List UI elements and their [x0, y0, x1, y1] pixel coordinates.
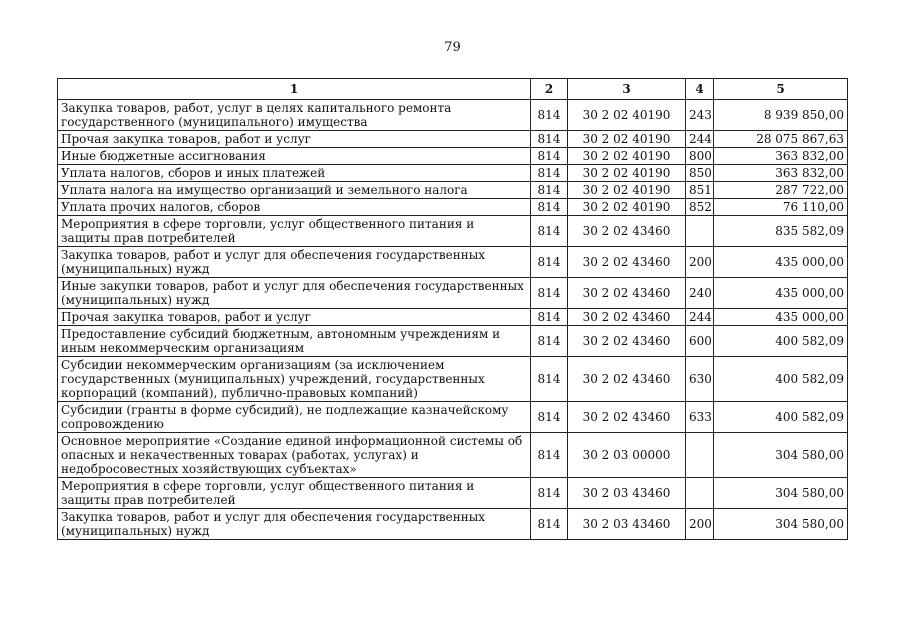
cell-name: Мероприятия в сфере торговли, услуг общественного питания и защиты прав потребителей: [58, 216, 531, 247]
cell-csr: 30 2 02 43460: [568, 402, 686, 433]
table-row: [58, 433, 848, 478]
cell-grbs: 814: [531, 478, 568, 509]
cell-vr: 200: [686, 247, 714, 278]
cell-csr: 30 2 02 43460: [568, 309, 686, 326]
header-col-5: 5: [714, 79, 848, 100]
cell-sum: 304 580,00: [714, 433, 848, 478]
cell-csr: 30 2 03 00000: [568, 433, 686, 478]
cell-grbs: 814: [531, 278, 568, 309]
cell-name: Основное мероприятие «Создание единой информационной системы об опасных и некачественных товарах (работах, услугах) и недобросовестных хозяйствующих субъектах»: [58, 433, 531, 478]
cell-vr: 240: [686, 278, 714, 309]
table-row: [58, 509, 848, 540]
cell-name: Иные закупки товаров, работ и услуг для обеспечения государственных (муниципальных) нужд: [58, 278, 531, 309]
cell-name: Предоставление субсидий бюджетным, автономным учреждениям и иным некоммерческим организациям: [58, 326, 531, 357]
header-col-2: 2: [531, 79, 568, 100]
cell-vr: [686, 216, 714, 247]
cell-csr: 30 2 02 40190: [568, 165, 686, 182]
cell-sum: 363 832,00: [714, 148, 848, 165]
cell-vr: 244: [686, 309, 714, 326]
table-row: [58, 247, 848, 278]
cell-sum: 400 582,09: [714, 326, 848, 357]
header-col-4: 4: [686, 79, 714, 100]
cell-name: Иные бюджетные ассигнования: [58, 148, 531, 165]
cell-name: Уплата налога на имущество организаций и земельного налога: [58, 182, 531, 199]
cell-sum: 287 722,00: [714, 182, 848, 199]
cell-vr: 630: [686, 357, 714, 402]
table-row: [58, 402, 848, 433]
cell-csr: 30 2 02 43460: [568, 278, 686, 309]
cell-grbs: 814: [531, 433, 568, 478]
table-body: [58, 100, 848, 540]
cell-csr: 30 2 02 43460: [568, 357, 686, 402]
cell-csr: 30 2 02 40190: [568, 148, 686, 165]
cell-sum: 28 075 867,63: [714, 131, 848, 148]
cell-name: Мероприятия в сфере торговли, услуг общественного питания и защиты прав потребителей: [58, 478, 531, 509]
table-row: [58, 326, 848, 357]
table-row: [58, 199, 848, 216]
table-row: [58, 478, 848, 509]
cell-grbs: 814: [531, 509, 568, 540]
cell-grbs: 814: [531, 326, 568, 357]
cell-name: Прочая закупка товаров, работ и услуг: [58, 131, 531, 148]
header-col-3: 3: [568, 79, 686, 100]
cell-csr: 30 2 02 43460: [568, 326, 686, 357]
table-row: [58, 165, 848, 182]
cell-sum: 304 580,00: [714, 509, 848, 540]
header-col-1: 1: [58, 79, 531, 100]
cell-grbs: 814: [531, 100, 568, 131]
cell-vr: 852: [686, 199, 714, 216]
cell-vr: 850: [686, 165, 714, 182]
cell-csr: 30 2 02 43460: [568, 216, 686, 247]
cell-grbs: 814: [531, 165, 568, 182]
cell-vr: 244: [686, 131, 714, 148]
cell-grbs: 814: [531, 309, 568, 326]
cell-csr: 30 2 02 40190: [568, 131, 686, 148]
cell-grbs: 814: [531, 247, 568, 278]
table-row: [58, 100, 848, 131]
cell-name: Прочая закупка товаров, работ и услуг: [58, 309, 531, 326]
cell-name: Субсидии (гранты в форме субсидий), не подлежащие казначейскому сопровождению: [58, 402, 531, 433]
table-row: [58, 131, 848, 148]
cell-vr: 851: [686, 182, 714, 199]
cell-grbs: 814: [531, 131, 568, 148]
cell-sum: 8 939 850,00: [714, 100, 848, 131]
page-number: 79: [444, 40, 461, 55]
cell-sum: 400 582,09: [714, 357, 848, 402]
cell-sum: 835 582,09: [714, 216, 848, 247]
table-row: [58, 357, 848, 402]
cell-csr: 30 2 02 40190: [568, 199, 686, 216]
cell-vr: [686, 478, 714, 509]
header-row: [58, 79, 848, 100]
cell-name: Уплата прочих налогов, сборов: [58, 199, 531, 216]
cell-sum: 435 000,00: [714, 309, 848, 326]
cell-csr: 30 2 03 43460: [568, 478, 686, 509]
cell-vr: [686, 433, 714, 478]
budget-table: [57, 78, 848, 540]
cell-grbs: 814: [531, 148, 568, 165]
table-row: [58, 278, 848, 309]
cell-vr: 800: [686, 148, 714, 165]
cell-sum: 435 000,00: [714, 247, 848, 278]
cell-name: Закупка товаров, работ и услуг для обеспечения государственных (муниципальных) нужд: [58, 509, 531, 540]
cell-name: Закупка товаров, работ, услуг в целях капитального ремонта государственного (муниципального) имущества: [58, 100, 531, 131]
cell-name: Уплата налогов, сборов и иных платежей: [58, 165, 531, 182]
cell-vr: 200: [686, 509, 714, 540]
cell-csr: 30 2 02 40190: [568, 182, 686, 199]
cell-name: Закупка товаров, работ и услуг для обеспечения государственных (муниципальных) нужд: [58, 247, 531, 278]
cell-sum: 400 582,09: [714, 402, 848, 433]
cell-sum: 76 110,00: [714, 199, 848, 216]
table-row: [58, 182, 848, 199]
cell-csr: 30 2 03 43460: [568, 509, 686, 540]
table-row: [58, 216, 848, 247]
cell-vr: 633: [686, 402, 714, 433]
cell-sum: 363 832,00: [714, 165, 848, 182]
cell-vr: 243: [686, 100, 714, 131]
cell-sum: 304 580,00: [714, 478, 848, 509]
cell-sum: 435 000,00: [714, 278, 848, 309]
table-row: [58, 309, 848, 326]
cell-csr: 30 2 02 43460: [568, 247, 686, 278]
cell-csr: 30 2 02 40190: [568, 100, 686, 131]
cell-vr: 600: [686, 326, 714, 357]
cell-grbs: 814: [531, 182, 568, 199]
table-row: [58, 148, 848, 165]
cell-grbs: 814: [531, 357, 568, 402]
cell-grbs: 814: [531, 199, 568, 216]
cell-name: Субсидии некоммерческим организациям (за исключением государственных (муниципальных) учреждений, государственных корпораций (компаний), публично-правовых компаний): [58, 357, 531, 402]
cell-grbs: 814: [531, 216, 568, 247]
cell-grbs: 814: [531, 402, 568, 433]
